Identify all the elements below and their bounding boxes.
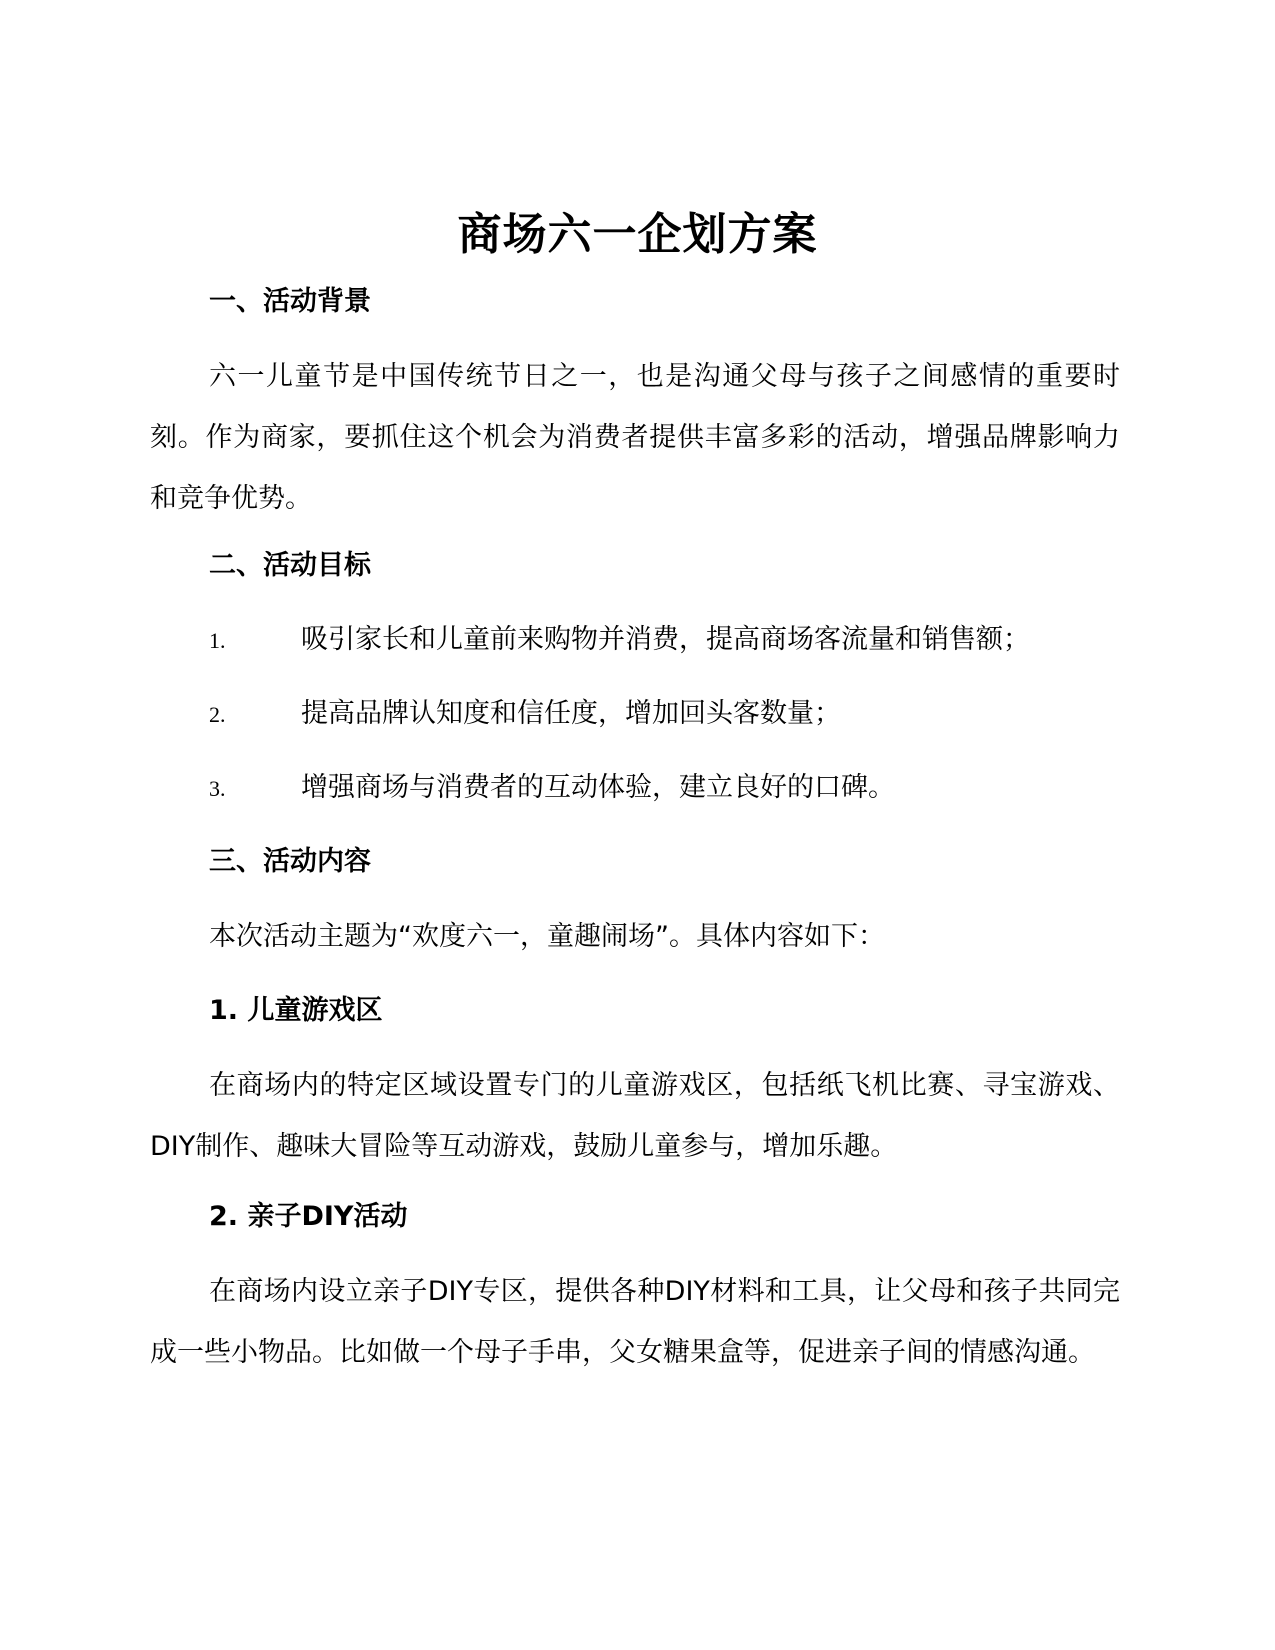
list-text: 吸引家长和儿童前来购物并消费，提高商场客流量和销售额； xyxy=(301,624,1030,655)
list-text: 提高品牌认知度和信任度，增加回头客数量； xyxy=(301,698,841,729)
goal-list-item xyxy=(209,620,1030,661)
background-paragraph: 六一儿童节是中国传统节日之一，也是沟通父母与孩子之间感情的重要时刻。作为商家，要抓住这个机会为消费者提供丰富多彩的活动，增强品牌影响力和竞争优势。 xyxy=(150,361,1120,514)
goal-list-item xyxy=(209,768,895,809)
diy-paragraph: 在商场内设立亲子DIY专区，提供各种DIY材料和工具，让父母和孩子共同完成一些小物品。比如做一个母子手串，父女糖果盒等，促进亲子间的情感沟通。 xyxy=(150,1276,1120,1368)
goal-list-item xyxy=(209,694,841,735)
subsection-heading-diy: 2. 亲子DIY活动 xyxy=(209,1201,408,1232)
list-number: 1. xyxy=(209,628,226,653)
section-heading-content: 三、活动内容 xyxy=(209,846,371,877)
list-number: 3. xyxy=(209,776,226,801)
content-intro: 本次活动主题为“欢度六一，童趣闹场”。具体内容如下： xyxy=(209,921,885,952)
game-area-paragraph: 在商场内的特定区域设置专门的儿童游戏区，包括纸飞机比赛、寻宝游戏、DIY制作、趣味大冒险等互动游戏，鼓励儿童参与，增加乐趣。 xyxy=(150,1070,1120,1162)
section-heading-goals: 二、活动目标 xyxy=(209,550,371,581)
subsection-heading-game-area: 1. 儿童游戏区 xyxy=(209,995,383,1026)
list-number: 2. xyxy=(209,702,226,727)
list-text: 增强商场与消费者的互动体验，建立良好的口碑。 xyxy=(301,772,895,803)
section-heading-background: 一、活动背景 xyxy=(209,286,371,317)
document-title: 商场六一企划方案 xyxy=(457,209,818,260)
